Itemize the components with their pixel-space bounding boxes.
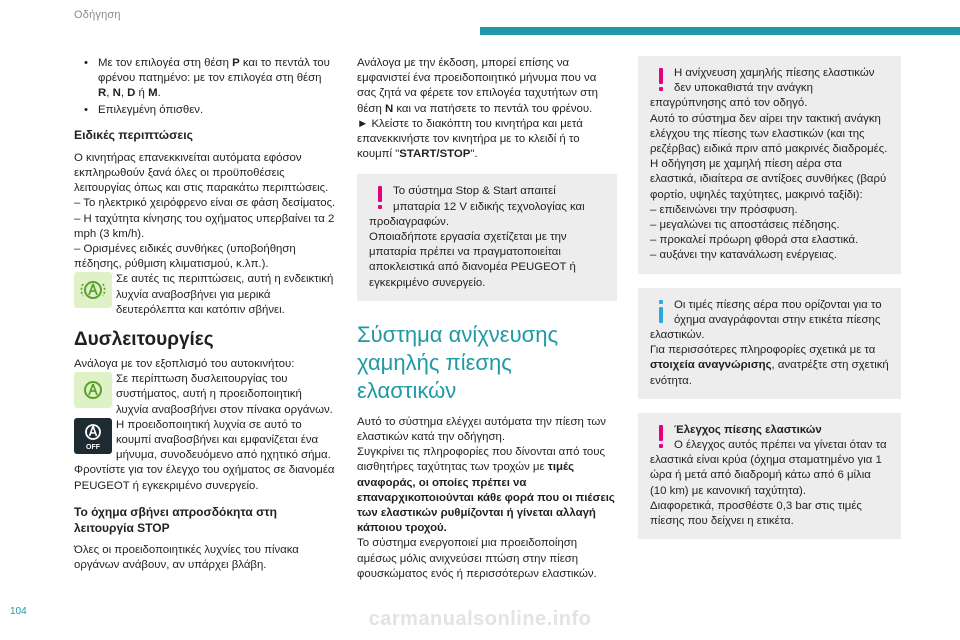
dash-item: – αυξάνει την κατανάλωση ενέργειας.	[650, 249, 838, 262]
note-text: Η οδήγηση με χαμηλή πίεση αέρα στα ελαστικά, ιδιαίτερα σε αντίξοες συνθήκες (βαρύ φορτίο, υψηλές ταχύτητες, μακρινό ταξίδι):	[650, 158, 887, 201]
dash-item: – προκαλεί πρόωρη φθορά στα ελαστικά.	[650, 234, 859, 247]
indicator-row	[74, 418, 336, 464]
paragraph: Φροντίστε για τον έλεγχο του οχήματος σε διανομέα PEUGEOT ή εγκεκριμένο συνεργείο.	[74, 464, 335, 492]
section-heading: Ειδικές περιπτώσεις	[74, 127, 193, 142]
auto-stop-fault-icon	[74, 372, 112, 408]
note-title: Έλεγχος πίεσης ελαστικών	[674, 423, 822, 436]
warning-note	[357, 174, 617, 300]
footer-watermark: carmanualsonline.info	[368, 608, 592, 630]
note-text: Διαφορετικά, προσθέστε 0,3 bar στις τιμές πίεσης που δείχνει η ετικέτα.	[650, 499, 862, 528]
paragraph: Όλες οι προειδοποιητικές λυχνίες του πίνακα οργάνων ανάβουν, αν υπάρχει βλάβη.	[74, 543, 299, 572]
dash-item: – επιδεινώνει την πρόσφυση.	[650, 203, 798, 216]
warning-note	[638, 413, 901, 539]
column-left	[74, 56, 336, 573]
bullet-list	[74, 56, 336, 118]
paragraph: Η προειδοποιητική λυχνία σε αυτό το κουμπί αναβοσβήνει και εμφανίζεται ένα μήνυμα, συνοδευόμενο από ηχητικό σήμα.	[116, 418, 331, 462]
note-text: Η ανίχνευση χαμηλής πίεσης ελαστικών δεν υποκαθιστά την ανάγκη επαγρύπνησης από τον οδηγό.	[650, 67, 875, 110]
dash-item: – Ορισμένες ειδικές συνθήκες (υποβοήθηση πέδησης, ρύθμιση κλιματισμού, κ.λπ.).	[74, 243, 296, 271]
section-title: Σύστημα ανίχνευσης χαμηλής πίεσης ελαστικών	[357, 321, 559, 403]
off-label: OFF	[86, 443, 100, 451]
section-heading: Δυσλειτουργίες	[74, 329, 214, 351]
note-text: Ο έλεγχος αυτός πρέπει να γίνεται όταν τα ελαστικά είναι κρύα (όχημα σταματημένο για 1 ώρα ή μετά από διαδρομή κάτω από 6 μίλια (10 km) με κανονική ταχύτητα).	[650, 439, 887, 497]
warning-icon	[650, 66, 672, 96]
paragraph: Ανάλογα με την έκδοση, μπορεί επίσης να εμφανιστεί ένα προειδοποιητικό μήνυμα που να σας ζητά να φέρετε τον επιλογέα ταχυτήτων στη θέση N και να πατήσετε το πεντάλ του φρένου.	[357, 57, 599, 115]
paragraph: Το σύστημα ενεργοποιεί μια προειδοποίηση αμέσως μόλις ανιχνεύσει πτώση στην πίεση φουσκώματος ενός ή περισσότερων ελαστικών.	[357, 537, 597, 580]
dash-item: – Το ηλεκτρικό χειρόφρενο είναι σε φάση δεσίματος.	[74, 197, 336, 210]
note-text: Το σύστημα Stop & Start απαιτεί μπαταρία 12 V ειδικής τεχνολογίας και προδιαγραφών.	[369, 185, 585, 228]
dash-item: – Η ταχύτητα κίνησης του οχήματος υπερβαίνει τα 2 mph (3 km/h).	[74, 212, 335, 240]
paragraph: ► Κλείστε το διακόπτη του κινητήρα και μετά επανεκκινήστε τον κινητήρα με το κλειδί ή το κουμπί "START/STOP".	[357, 117, 583, 161]
page-number: 104	[10, 606, 27, 617]
dash-item: – μεγαλώνει τις αποστάσεις πέδησης.	[650, 219, 840, 232]
info-icon	[650, 298, 672, 328]
list-item: • Επιλεγμένη όπισθεν.	[84, 103, 336, 118]
info-note	[638, 288, 901, 399]
warning-icon	[369, 184, 391, 214]
running-header: Οδήγηση	[74, 9, 121, 21]
header-accent-bar	[480, 27, 960, 35]
auto-stop-green-icon	[74, 272, 112, 308]
warning-icon	[650, 423, 672, 453]
note-text: Οι τιμές πίεσης αέρα που ορίζονται για το όχημα αναγράφονται στην ετικέτα πίεσης ελαστικών.	[650, 298, 882, 342]
paragraph: Ο κινητήρας επανεκκινείται αυτόματα εφόσον εκπληρωθούν ξανά όλες οι προϋποθέσεις λειτουργίας όπως και στις παρακάτω περιπτώσεις.	[74, 151, 329, 195]
paragraph: Αυτό το σύστημα ελέγχει αυτόματα την πίεση των ελαστικών κατά την οδήγηση.	[357, 415, 606, 444]
paragraph: Συγκρίνει τις πληροφορίες που δίνονται από τους αισθητήρες ταχύτητας των τροχών με τιμές αναφοράς, οι οποίες πρέπει να επαναρχικοποιούνται κάθε φορά που οι πιέσεις των ελαστικών ρυθμίζονται ή γίνεται αλλαγή κάποιου τροχού.	[357, 446, 615, 535]
indicator-row	[74, 372, 336, 418]
list-item: • Με τον επιλογέα στη θέση P και το πεντάλ του φρένου πατημένο: με τον επιλογέα στη θέση R, N, D ή M.	[84, 56, 336, 102]
column-middle	[357, 56, 617, 582]
paragraph: Σε αυτές τις περιπτώσεις, αυτή η ενδεικτική λυχνία αναβοσβήνει για μερικά δευτερόλεπτα και κατόπιν σβήνει.	[116, 273, 334, 316]
indicator-row	[74, 272, 336, 318]
note-text: Για περισσότερες πληροφορίες σχετικά με τα στοιχεία αναγνώρισης, ανατρέξτε στη σχετική ενότητα.	[650, 344, 889, 387]
paragraph: Σε περίπτωση δυσλειτουργίας του συστήματος, αυτή η προειδοποιητική λυχνία αναβοσβήνει στον πίνακα οργάνων.	[116, 373, 333, 416]
note-text: Αυτό το σύστημα δεν αίρει την τακτική ανάγκη ελέγχου της πίεσης των ελαστικών (και της ρεζέρβας) ειδικά πριν από μακρινές διαδρομές.	[650, 112, 888, 156]
note-text: Οποιαδήποτε εργασία σχετίζεται με την μπαταρία πρέπει να πραγματοποιείται αποκλειστικά από διανομέα PEUGEOT ή εγκεκριμένο συνεργείο.	[369, 231, 576, 289]
paragraph: Ανάλογα με τον εξοπλισμό του αυτοκινήτου:	[74, 358, 295, 371]
stop-start-off-button-icon	[74, 418, 112, 454]
column-right	[638, 56, 901, 539]
warning-note	[638, 56, 901, 274]
section-heading: Το όχημα σβήνει απροσδόκητα στη λειτουργία STOP	[74, 504, 277, 535]
